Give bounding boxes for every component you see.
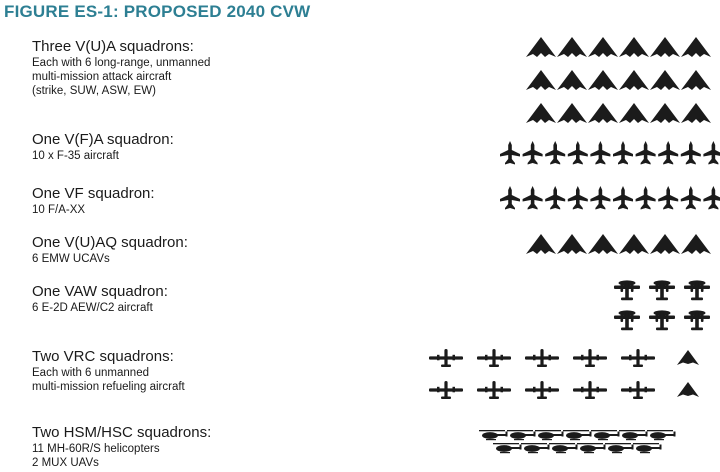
transport-aircraft-icon xyxy=(477,349,511,367)
flying-wing-ucav-icon xyxy=(526,103,556,123)
e2d-aircraft-icon xyxy=(684,280,710,300)
e2d-aircraft-icon xyxy=(649,280,675,300)
fighter-jet-icon xyxy=(703,141,720,165)
transport-aircraft-icon xyxy=(525,381,559,399)
squadron-title: Two VRC squadrons: xyxy=(32,348,174,365)
flying-wing-ucav-icon xyxy=(588,70,618,90)
fighter-jet-icon xyxy=(523,186,543,210)
helicopter-icon xyxy=(605,443,634,453)
flying-wing-ucav-icon xyxy=(681,37,711,57)
fighter-jet-icon xyxy=(613,141,633,165)
flying-wing-ucav-icon xyxy=(681,70,711,90)
flying-wing-ucav-icon xyxy=(650,234,680,254)
flying-wing-ucav-icon xyxy=(588,234,618,254)
fighter-jet-icon xyxy=(500,141,520,165)
flying-wing-ucav-icon xyxy=(526,70,556,90)
flying-wing-ucav-icon xyxy=(619,70,649,90)
flying-wing-ucav-icon xyxy=(588,37,618,57)
e2d-aircraft-icon xyxy=(614,280,640,300)
helicopter-icon xyxy=(633,443,662,453)
squadron-title: One V(F)A squadron: xyxy=(32,131,174,148)
helicopter-icon xyxy=(577,443,606,453)
squadron-title: One VF squadron: xyxy=(32,185,155,202)
squadron-description: 10 F/A-XX xyxy=(32,204,86,216)
flying-wing-ucav-icon xyxy=(526,234,556,254)
transport-aircraft-icon xyxy=(573,349,607,367)
helicopter-icon xyxy=(493,443,522,453)
e2d-aircraft-icon xyxy=(649,310,675,330)
transport-aircraft-icon xyxy=(621,381,655,399)
fighter-jet-icon xyxy=(568,141,588,165)
helicopter-icon xyxy=(549,443,578,453)
squadron-description: multi-mission attack aircraft xyxy=(32,71,172,83)
flying-wing-ucav-icon xyxy=(619,37,649,57)
flying-wing-ucav-icon xyxy=(677,382,699,397)
figure-title: FIGURE ES-1: PROPOSED 2040 CVW xyxy=(4,2,311,21)
e2d-aircraft-icon xyxy=(614,310,640,330)
fighter-jet-icon xyxy=(681,141,701,165)
fighter-jet-icon xyxy=(636,141,656,165)
flying-wing-ucav-icon xyxy=(677,350,699,365)
helicopter-icon xyxy=(535,430,564,440)
helicopter-icon xyxy=(479,430,508,440)
flying-wing-ucav-icon xyxy=(557,37,587,57)
helicopter-icon xyxy=(521,443,550,453)
helicopter-icon xyxy=(563,430,592,440)
transport-aircraft-icon xyxy=(429,381,463,399)
fighter-jet-icon xyxy=(613,186,633,210)
flying-wing-ucav-icon xyxy=(619,234,649,254)
fighter-jet-icon xyxy=(703,186,720,210)
e2d-aircraft-icon xyxy=(684,310,710,330)
transport-aircraft-icon xyxy=(429,349,463,367)
flying-wing-ucav-icon xyxy=(619,103,649,123)
flying-wing-ucav-icon xyxy=(650,70,680,90)
squadron-description: 10 x F-35 aircraft xyxy=(32,150,119,162)
fighter-jet-icon xyxy=(658,141,678,165)
transport-aircraft-icon xyxy=(573,381,607,399)
squadron-description: 6 EMW UCAVs xyxy=(32,253,110,265)
flying-wing-ucav-icon xyxy=(650,103,680,123)
transport-aircraft-icon xyxy=(525,349,559,367)
fighter-jet-icon xyxy=(658,186,678,210)
squadron-description: 6 E-2D AEW/C2 aircraft xyxy=(32,302,153,314)
fighter-jet-icon xyxy=(568,186,588,210)
flying-wing-ucav-icon xyxy=(588,103,618,123)
fighter-jet-icon xyxy=(523,141,543,165)
fighter-jet-icon xyxy=(636,186,656,210)
squadron-description: (strike, SUW, ASW, EW) xyxy=(32,85,156,97)
helicopter-icon xyxy=(507,430,536,440)
squadron-title: Two HSM/HSC squadrons: xyxy=(32,424,212,441)
fighter-jet-icon xyxy=(500,186,520,210)
squadron-title: One V(U)AQ squadron: xyxy=(32,234,188,251)
flying-wing-ucav-icon xyxy=(526,37,556,57)
transport-aircraft-icon xyxy=(621,349,655,367)
fighter-jet-icon xyxy=(590,141,610,165)
squadron-title: One VAW squadron: xyxy=(32,283,168,300)
flying-wing-ucav-icon xyxy=(681,234,711,254)
squadron-description: 2 MUX UAVs xyxy=(32,457,99,469)
squadron-title: Three V(U)A squadrons: xyxy=(32,38,194,55)
helicopter-icon xyxy=(591,430,620,440)
transport-aircraft-icon xyxy=(477,381,511,399)
squadron-description: multi-mission refueling aircraft xyxy=(32,381,185,393)
fighter-jet-icon xyxy=(545,186,565,210)
flying-wing-ucav-icon xyxy=(557,70,587,90)
helicopter-icon xyxy=(619,430,648,440)
fighter-jet-icon xyxy=(545,141,565,165)
flying-wing-ucav-icon xyxy=(557,103,587,123)
helicopter-icon xyxy=(647,430,676,440)
flying-wing-ucav-icon xyxy=(650,37,680,57)
flying-wing-ucav-icon xyxy=(557,234,587,254)
fighter-jet-icon xyxy=(681,186,701,210)
flying-wing-ucav-icon xyxy=(681,103,711,123)
squadron-description: Each with 6 unmanned xyxy=(32,367,149,379)
squadron-description: 11 MH-60R/S helicopters xyxy=(32,443,160,455)
fighter-jet-icon xyxy=(590,186,610,210)
squadron-description: Each with 6 long-range, unmanned xyxy=(32,57,211,69)
